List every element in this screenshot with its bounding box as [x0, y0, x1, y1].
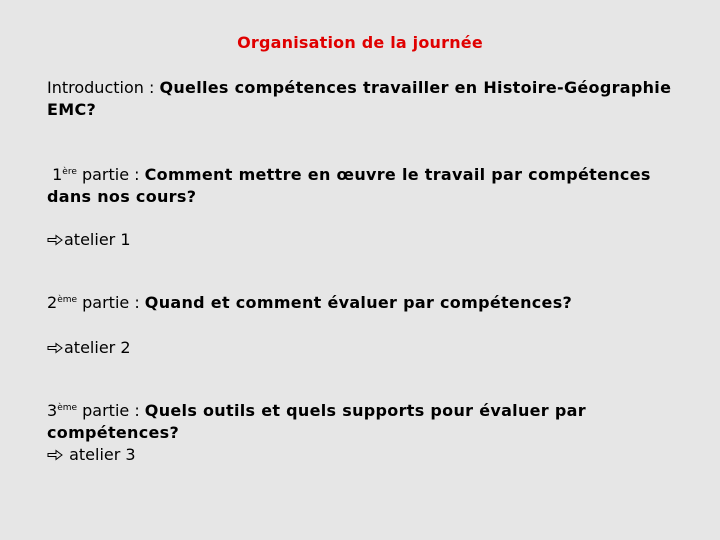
atelier1-label: atelier 1	[64, 230, 131, 249]
part3-suffix: ème	[57, 403, 78, 413]
part1-label-wrap	[47, 165, 140, 184]
part1-number: 1	[52, 165, 63, 184]
part3-number: 3	[47, 401, 58, 420]
outlined-right-arrow-icon	[47, 338, 63, 360]
part1-label: partie :	[81, 165, 140, 184]
atelier2-label: atelier 2	[64, 338, 131, 357]
introduction-text: Quelles compétences travailler en Histoire-Géographie EMC?	[47, 78, 672, 119]
part2-label-wrap	[47, 293, 140, 312]
part3-label: partie :	[82, 401, 140, 420]
atelier3-label: atelier 3	[64, 445, 136, 464]
introduction-item	[47, 77, 697, 121]
part2-text: Quand et comment évaluer par compétences?	[144, 293, 573, 312]
part2-label: partie :	[82, 293, 140, 312]
outlined-right-arrow-icon	[47, 230, 63, 252]
slide-title: Organisation de la journée	[237, 33, 483, 52]
part3-item	[47, 400, 697, 444]
introduction-label: Introduction :	[47, 78, 155, 97]
atelier2-item	[47, 337, 131, 360]
part1-suffix: ère	[62, 167, 77, 177]
outlined-right-arrow-icon	[47, 445, 63, 467]
part1-text: Comment mettre en œuvre le travail par compétences dans nos cours?	[47, 165, 651, 206]
part3-text: Quels outils et quels supports pour évaluer par compétences?	[47, 401, 586, 442]
part2-number: 2	[47, 293, 58, 312]
atelier1-item	[47, 229, 131, 252]
part2-suffix: ème	[57, 295, 78, 305]
part1-item	[47, 164, 697, 208]
part3-label-wrap	[47, 401, 140, 420]
atelier3-item	[47, 444, 136, 467]
part2-item	[47, 292, 697, 314]
